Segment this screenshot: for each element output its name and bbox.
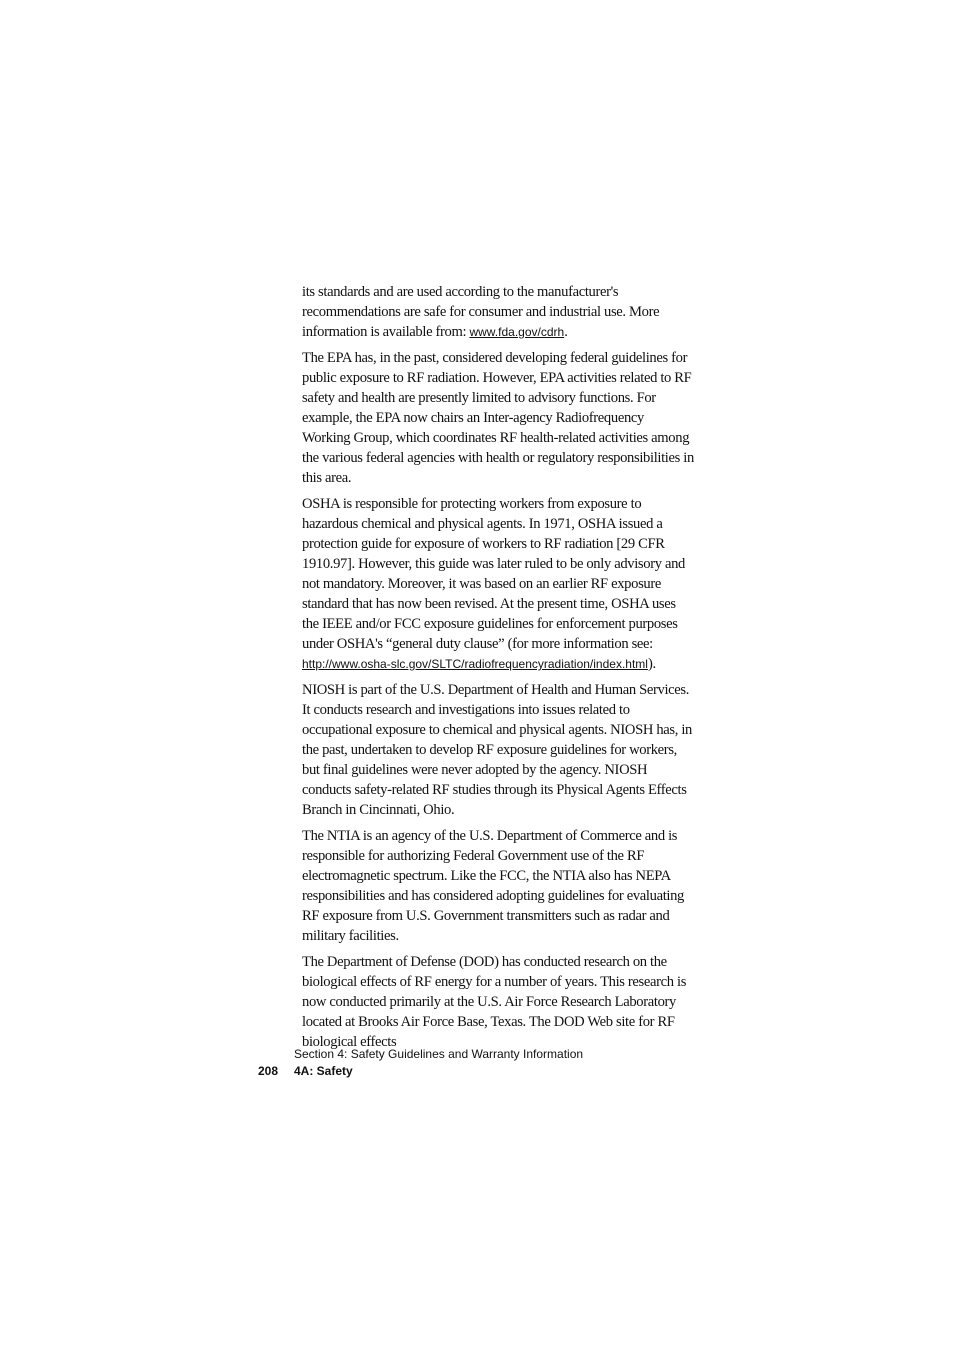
fda-link[interactable]: www.fda.gov/cdrh — [469, 325, 565, 339]
paragraph-osha-end: ). — [647, 656, 656, 672]
paragraph-fda-end: . — [564, 324, 568, 340]
paragraph-epa: The EPA has, in the past, considered developing federal guidelines for public exposure to RF radiation. However, EPA activities related to RF safety and health are presently limited to advisory functions. For example, the EPA now chairs an Inter-agency Radiofrequency Working Group, which coordinates RF health-related activities among the various federal agencies with health or regulatory responsibilities in this area. — [302, 350, 694, 486]
paragraph-dod: The Department of Defense (DOD) has conducted research on the biological effects of RF energy for a number of years. This research is now conducted primarily at the U.S. Air Force Research Laboratory located at Brooks Air Force Base, Texas. The DOD Web site for RF biological effects — [302, 954, 687, 1050]
paragraph-fda — [302, 282, 694, 342]
paragraph-fda-text: its standards and are used according to the manufacturer's recommendations are safe for consumer and industrial use. More information is available from: — [302, 284, 660, 340]
page-number: 208 — [258, 1064, 279, 1078]
body-text — [302, 282, 694, 1058]
page-footer — [258, 1046, 583, 1080]
paragraph-ntia: The NTIA is an agency of the U.S. Department of Commerce and is responsible for authorizing Federal Government use of the RF electromagnetic spectrum. Like the FCC, the NTIA also has NEPA responsibilities and has considered adopting guidelines for evaluating RF exposure from U.S. Government transmitters such as radar and military facilities. — [302, 828, 685, 944]
footer-subsection: 4A: Safety — [294, 1064, 353, 1078]
paragraph-niosh: NIOSH is part of the U.S. Department of Health and Human Services. It conducts research and investigations into issues related to occupational exposure to chemical and physical agents. NIOSH has, in the past, undertaken to develop RF exposure guidelines for workers, but final guidelines were never adopted by the agency. NIOSH conducts safety-related RF studies through its Physical Agents Effects Branch in Cincinnati, Ohio. — [302, 682, 692, 818]
footer-page-row — [258, 1063, 583, 1080]
paragraph-osha-text: OSHA is responsible for protecting workers from exposure to hazardous chemical and physical agents. In 1971, OSHA issued a protection guide for exposure of workers to RF radiation [29 CFR 1910.97]. However, this guide was later ruled to be only advisory and not mandatory. Moreover, it was based on an earlier RF exposure standard that has now been revised. At the present time, OSHA uses the IEEE and/or FCC exposure guidelines for enforcement purposes under OSHA's “general duty clause” (for more information see: — [302, 496, 685, 652]
footer-section-title: Section 4: Safety Guidelines and Warranty Information — [294, 1047, 584, 1061]
osha-link[interactable]: http://www.osha-slc.gov/SLTC/radiofrequencyradiation/index.html — [302, 657, 648, 671]
paragraph-osha — [302, 494, 694, 674]
